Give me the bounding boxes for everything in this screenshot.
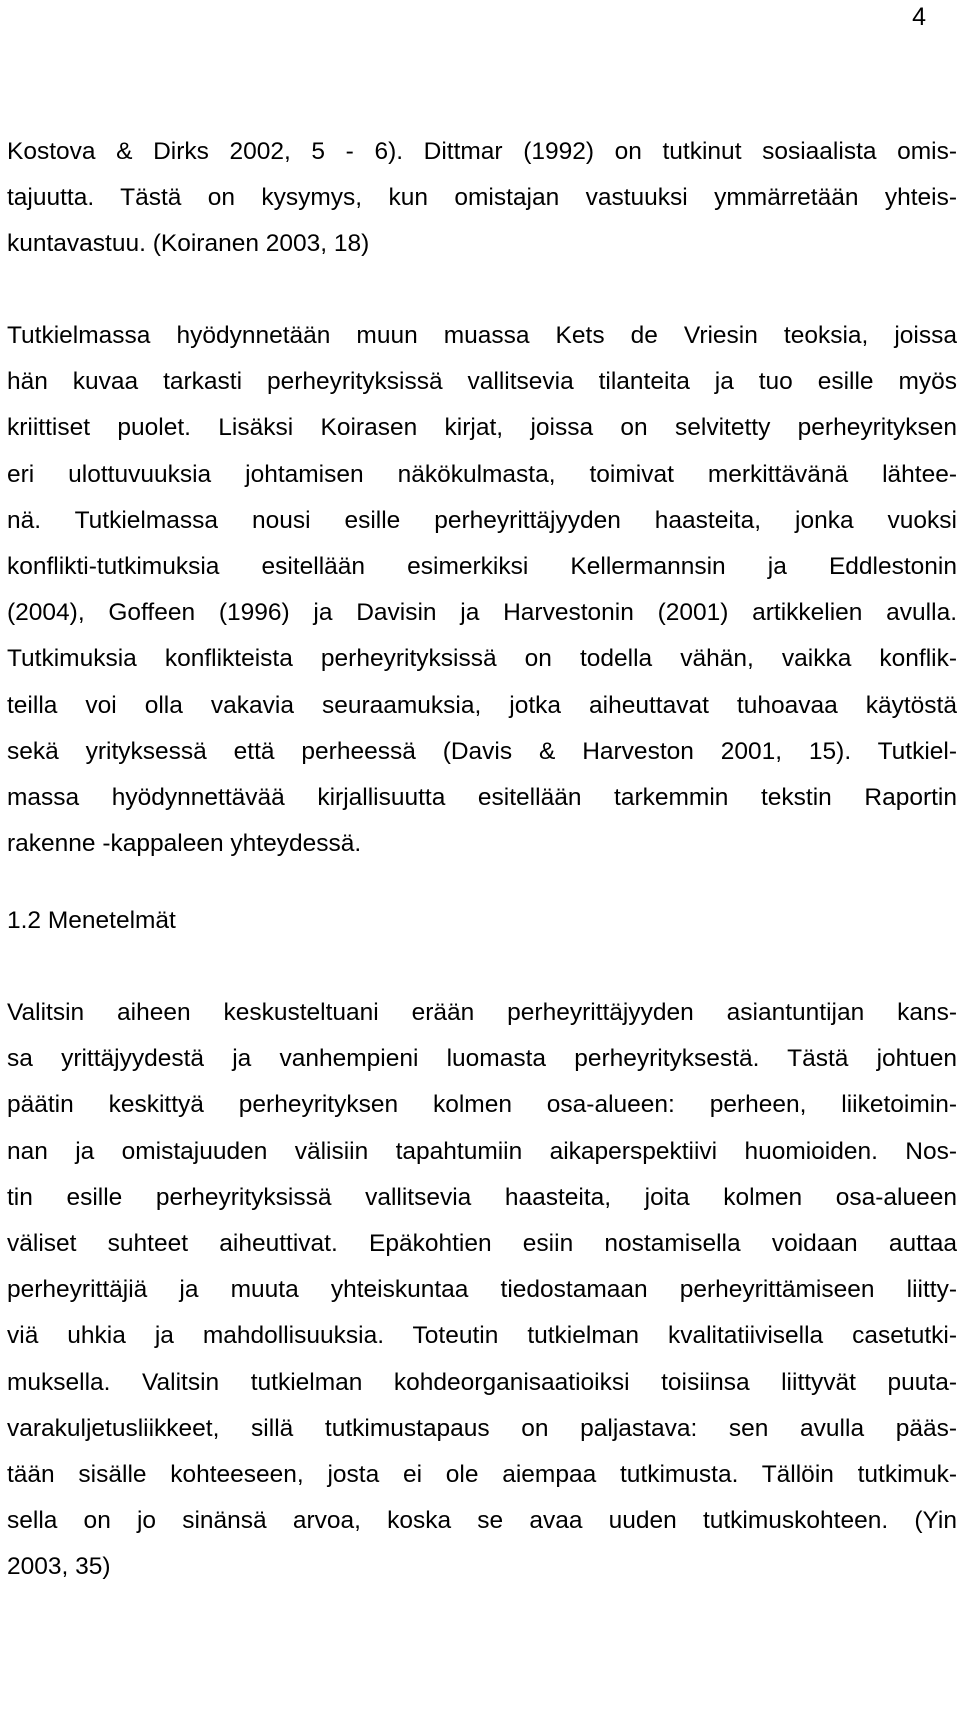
text-line: varakuljetusliikkeet, sillä tutkimustapaus on paljastava: sen avulla pääs- (7, 1414, 957, 1442)
text-line: päätin keskittyä perheyrityksen kolmen osa-alueen: perheen, liiketoimin- (7, 1091, 957, 1119)
text-line: tin esille perheyrityksissä vallitsevia haasteita, joita kolmen osa-alueen (7, 1183, 957, 1211)
text-line: eri ulottuvuuksia johtamisen näkökulmasta, toimivat merkittävänä lähtee- (7, 460, 957, 488)
paragraph-intro (7, 129, 957, 268)
text-line: sa yrittäjyydestä ja vanhempieni luomasta perheyrityksestä. Tästä johtuen (7, 1045, 957, 1073)
text-line: teilla voi olla vakavia seuraamuksia, jotka aiheuttavat tuhoavaa käytöstä (7, 691, 957, 719)
text-line: konflikti-tutkimuksia esitellään esimerkiksi Kellermannsin ja Eddlestonin (7, 552, 957, 580)
text-line: Valitsin aiheen keskusteltuani erään perheyrittäjyyden asiantuntijan kans- (7, 999, 957, 1026)
text-line: muksella. Valitsin tutkielman kohdeorganisaatioiksi toisiinsa liittyvät puuta- (7, 1368, 957, 1396)
paragraph-literature (7, 313, 957, 867)
text-line: Tutkielmassa hyödynnetään muun muassa Kets de Vriesin teoksia, joissa (7, 322, 957, 349)
text-line: nan ja omistajuuden välisiin tapahtumiin aikaperspektiivi huomioiden. Nos- (7, 1137, 957, 1165)
text-line: tajuutta. Tästä on kysymys, kun omistajan vastuuksi ymmärretään yhteis- (7, 184, 957, 212)
text-line: Kostova & Dirks 2002, 5 - 6). Dittmar (1992) on tutkinut sosiaalista omis- (7, 138, 957, 165)
text-line: nä. Tutkielmassa nousi esille perheyrittäjyyden haasteita, jonka vuoksi (7, 506, 957, 534)
text-line: viä uhkia ja mahdollisuuksia. Toteutin tutkielman kvalitatiivisella casetutki- (7, 1322, 957, 1350)
paragraph-methods (7, 990, 957, 1590)
text-line: (2004), Goffeen (1996) ja Davisin ja Harvestonin (2001) artikkelien avulla. (7, 599, 957, 627)
text-line: rakenne -kappaleen yhteydessä. (7, 830, 362, 858)
page-number: 4 (912, 3, 926, 31)
text-line: kriittiset puolet. Lisäksi Koirasen kirjat, joissa on selvitetty perheyrityksen (7, 414, 957, 442)
text-line: kuntavastuu. (Koiranen 2003, 18) (7, 230, 370, 258)
text-line: massa hyödynnettävää kirjallisuutta esitellään tarkemmin tekstin Raportin (7, 783, 957, 811)
text-line: Tutkimuksia konflikteista perheyrityksissä on todella vähän, vaikka konflik- (7, 645, 957, 673)
text-line: 2003, 35) (7, 1553, 111, 1581)
text-line: perheyrittäjiä ja muuta yhteiskuntaa tiedostamaan perheyrittämiseen liitty- (7, 1276, 957, 1304)
section-heading: 1.2 Menetelmät (7, 907, 176, 934)
text-line: tään sisälle kohteeseen, josta ei ole aiempaa tutkimusta. Tällöin tutkimuk- (7, 1460, 957, 1488)
text-line: sekä yrityksessä että perheessä (Davis & Harveston 2001, 15). Tutkiel- (7, 737, 957, 765)
text-line: sella on jo sinänsä arvoa, koska se avaa uuden tutkimuskohteen. (Yin (7, 1507, 957, 1535)
text-line: hän kuvaa tarkasti perheyrityksissä vallitsevia tilanteita ja tuo esille myös (7, 368, 957, 396)
text-line: väliset suhteet aiheuttivat. Epäkohtien esiin nostamisella voidaan auttaa (7, 1229, 957, 1257)
